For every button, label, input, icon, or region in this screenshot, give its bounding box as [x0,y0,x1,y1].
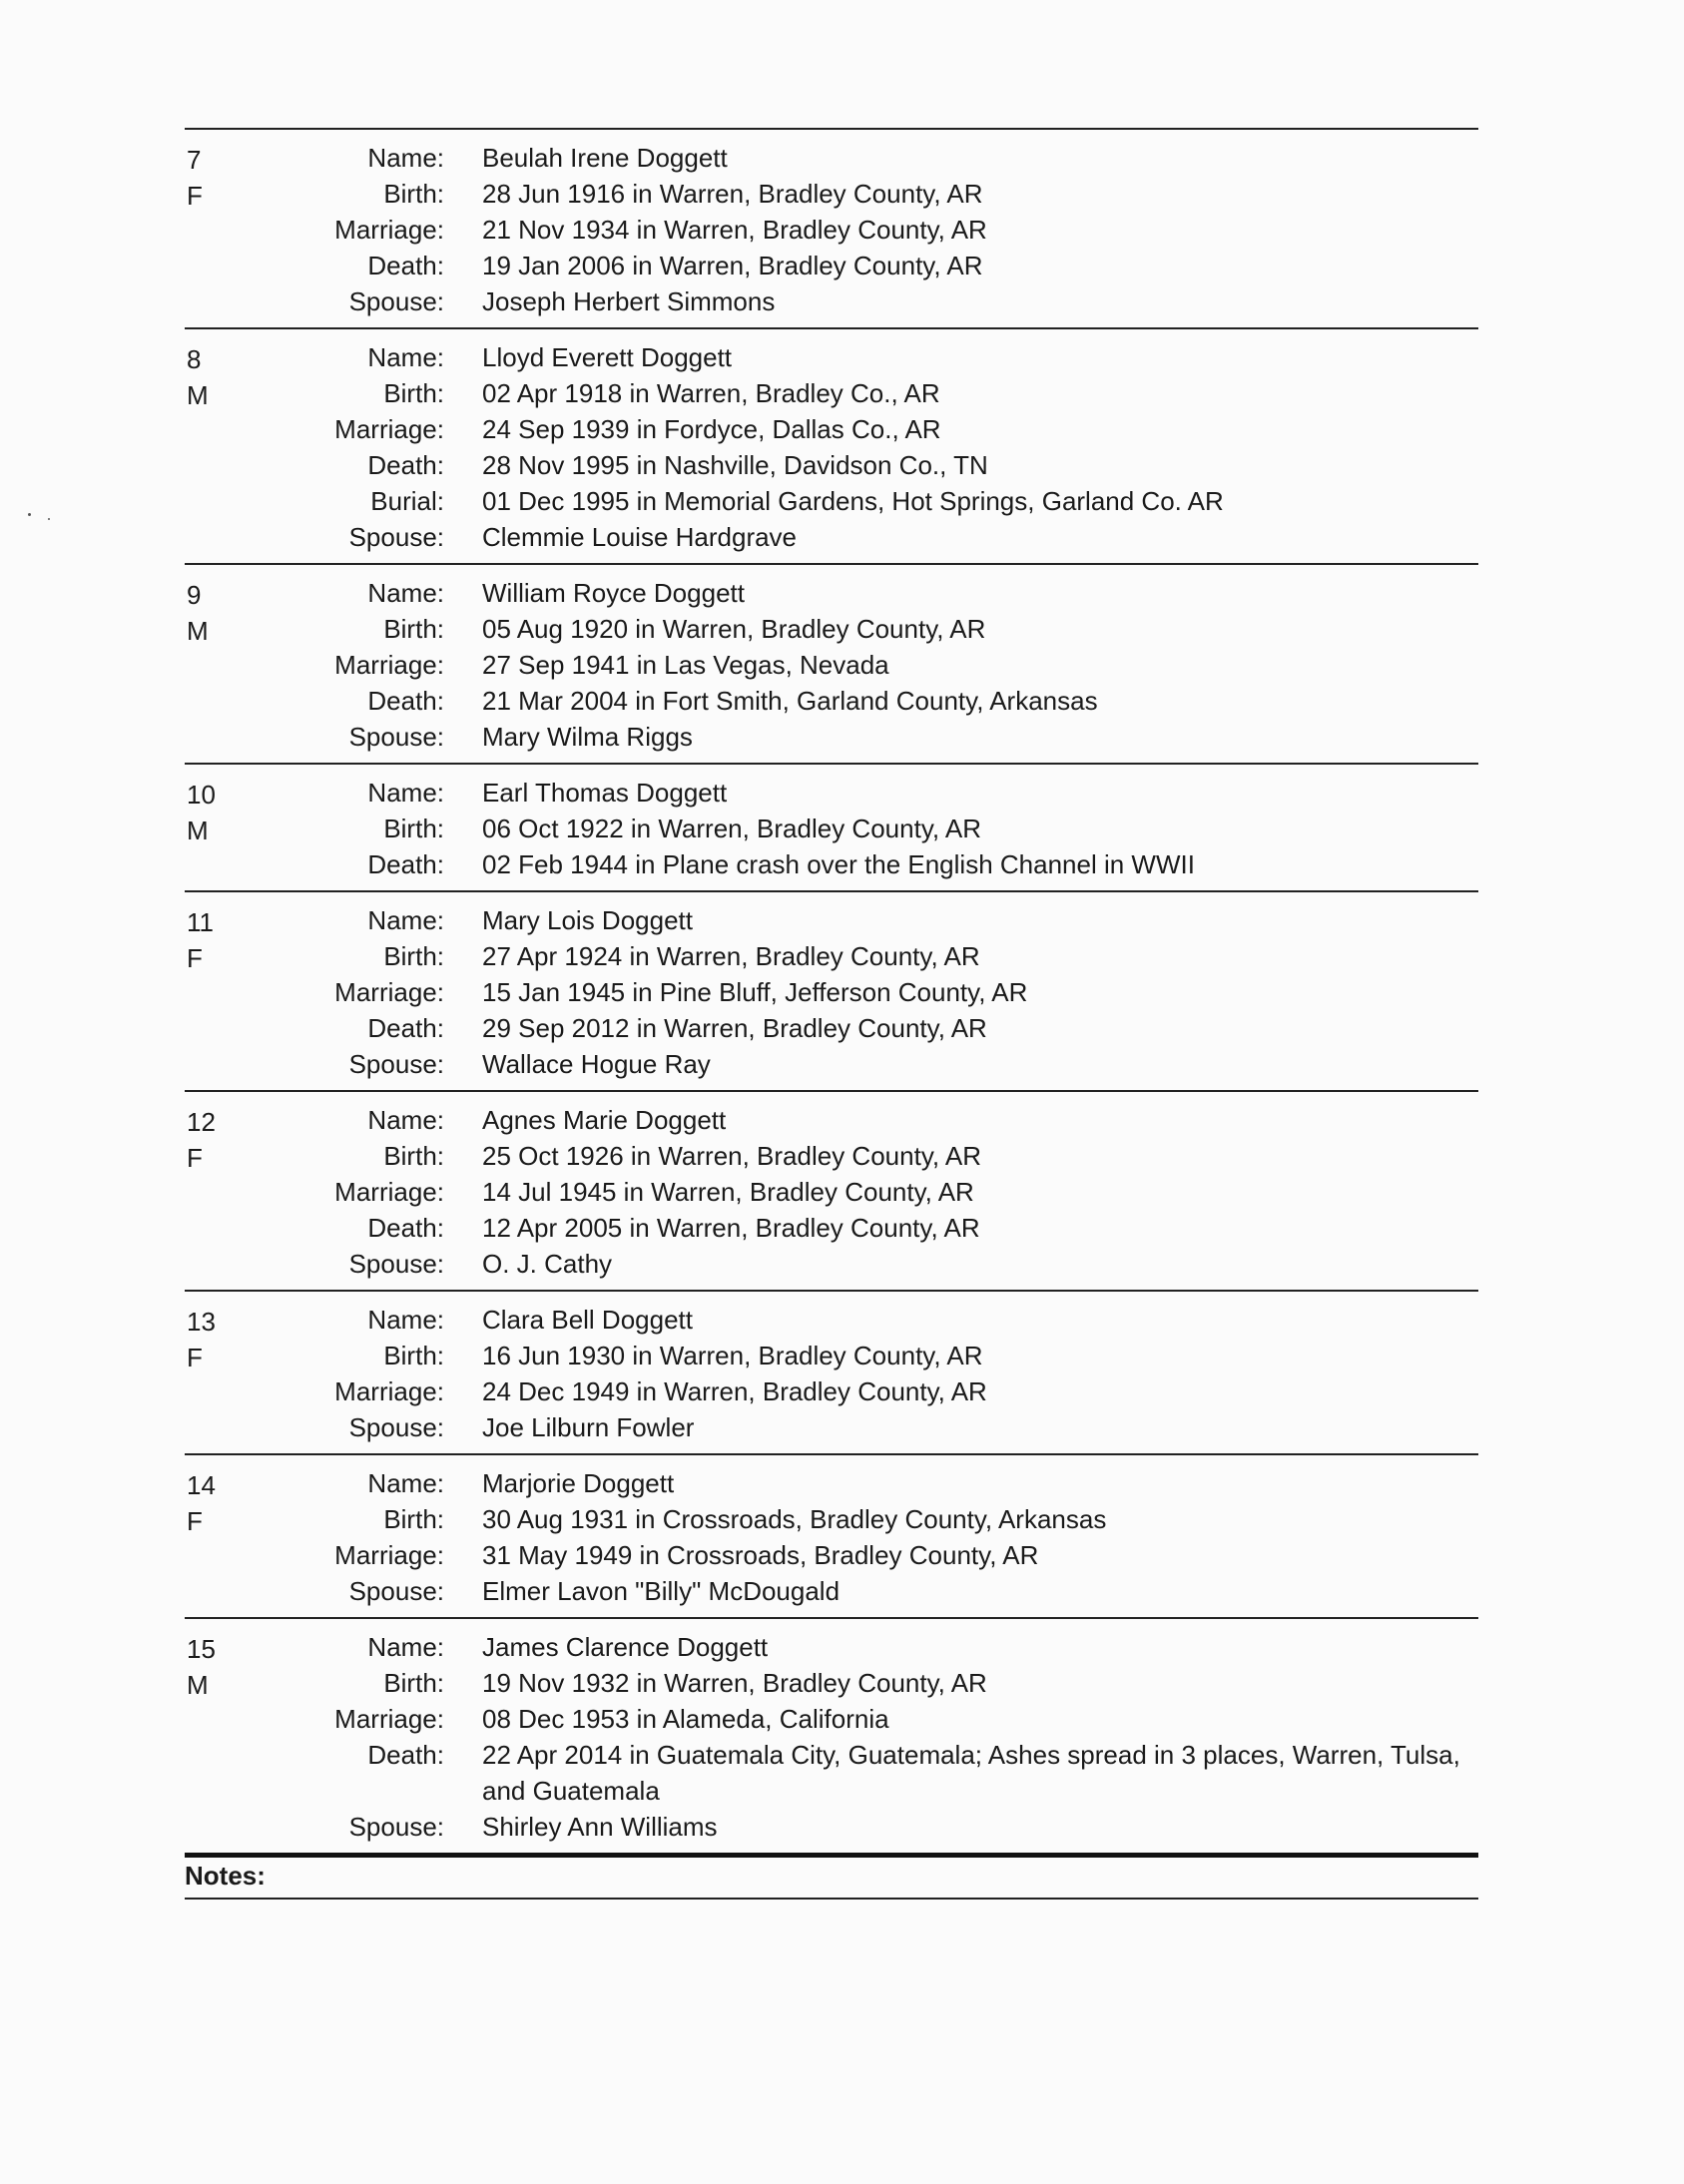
entry-number: 14 [187,1470,216,1500]
field-value: 31 May 1949 in Crossroads, Bradley County, AR [482,1540,1039,1570]
field-label: Spouse: [348,1249,444,1279]
field-label: Birth: [383,614,444,644]
entry-fields [185,775,1478,882]
field-label: Birth: [383,1141,444,1171]
field-row [185,411,1478,447]
field-row [185,1629,1478,1665]
field-value: James Clarence Doggett [482,1632,769,1662]
field-value: Agnes Marie Doggett [482,1105,727,1135]
entry-sex: M [187,380,209,410]
field-label: Birth: [383,378,444,408]
field-label: Spouse: [348,286,444,316]
field-row [185,811,1478,846]
field-label: Spouse: [348,1412,444,1442]
entry-number: 12 [187,1107,216,1137]
scan-speck [48,518,50,520]
field-row [185,248,1478,283]
field-row [185,1537,1478,1573]
field-label: Death: [367,450,444,480]
field-value: 19 Jan 2006 in Warren, Bradley County, AR [482,251,983,280]
entry-id-column [187,1304,247,1375]
entry-sex: F [187,1343,203,1372]
field-label: Name: [367,778,444,808]
field-label: Spouse: [348,1576,444,1606]
field-value: 30 Aug 1931 in Crossroads, Bradley County, Arkansas [482,1504,1107,1534]
field-label: Name: [367,342,444,372]
entry-id-column [187,142,247,214]
entry-id-column [187,341,247,413]
field-value: 21 Nov 1934 in Warren, Bradley County, AR [482,215,987,245]
entry-id-column [187,1631,247,1703]
field-label: Name: [367,1468,444,1498]
field-row [185,575,1478,611]
field-label: Name: [367,1105,444,1135]
field-value: 24 Dec 1949 in Warren, Bradley County, AR [482,1376,987,1406]
field-value: Clara Bell Doggett [482,1305,693,1335]
entry-sex: F [187,943,203,973]
field-value: 14 Jul 1945 in Warren, Bradley County, AR [482,1177,974,1207]
field-value: Joe Lilburn Fowler [482,1412,695,1442]
entry-number: 13 [187,1307,216,1337]
field-label: Death: [367,1013,444,1043]
field-row [185,519,1478,555]
field-value: 01 Dec 1995 in Memorial Gardens, Hot Springs, Garland Co. AR [482,486,1224,516]
field-row [185,1573,1478,1609]
entry-fields [185,339,1478,555]
field-value: 15 Jan 1945 in Pine Bluff, Jefferson County, AR [482,977,1028,1007]
field-label: Marriage: [334,1376,444,1406]
field-label: Name: [367,1305,444,1335]
field-label: Death: [367,849,444,879]
field-value: 02 Feb 1944 in Plane crash over the English Channel in WWII [482,849,1195,879]
field-label: Death: [367,251,444,280]
field-row [185,1409,1478,1445]
field-label: Spouse: [348,722,444,752]
field-row [185,846,1478,882]
field-row [185,212,1478,248]
field-value: 27 Sep 1941 in Las Vegas, Nevada [482,650,889,680]
field-row [185,938,1478,974]
field-label: Burial: [370,486,444,516]
field-value: Joseph Herbert Simmons [482,286,776,316]
person-entry [185,1292,1478,1455]
field-value: Earl Thomas Doggett [482,778,728,808]
person-entry [185,892,1478,1092]
field-row [185,1665,1478,1701]
entry-fields [185,1465,1478,1609]
entry-fields [185,1102,1478,1282]
field-row [185,283,1478,319]
field-value: 12 Apr 2005 in Warren, Bradley County, AR [482,1213,980,1243]
entry-sex: F [187,1506,203,1536]
field-row [185,1246,1478,1282]
person-entry [185,1619,1478,1858]
field-label: Death: [367,1213,444,1243]
field-row [185,1701,1478,1737]
entry-id-column [187,904,247,976]
field-label: Birth: [383,1341,444,1370]
field-label: Birth: [383,1504,444,1534]
field-row [185,1338,1478,1373]
field-row [185,375,1478,411]
field-value: 25 Oct 1926 in Warren, Bradley County, AR [482,1141,982,1171]
family-entries-list [185,128,1478,1858]
field-label: Marriage: [334,1540,444,1570]
entry-sex: M [187,816,209,845]
field-value: 16 Jun 1930 in Warren, Bradley County, AR [482,1341,983,1370]
person-entry [185,130,1478,329]
field-row [185,483,1478,519]
entry-number: 11 [187,907,214,937]
field-row [185,902,1478,938]
field-label: Marriage: [334,215,444,245]
field-value: 06 Oct 1922 in Warren, Bradley County, AR [482,814,982,843]
field-value: 24 Sep 1939 in Fordyce, Dallas Co., AR [482,414,941,444]
field-label: Name: [367,1632,444,1662]
field-value: 28 Jun 1916 in Warren, Bradley County, AR [482,179,983,209]
entry-number: 8 [187,344,202,374]
entry-id-column [187,1104,247,1176]
person-entry [185,565,1478,765]
entry-number: 15 [187,1634,216,1664]
scan-speck [28,513,31,516]
field-label: Marriage: [334,977,444,1007]
field-label: Birth: [383,814,444,843]
field-value: 28 Nov 1995 in Nashville, Davidson Co., TN [482,450,988,480]
field-label: Spouse: [348,1812,444,1842]
entry-number: 10 [187,780,216,810]
field-label: Spouse: [348,522,444,552]
field-row [185,176,1478,212]
field-row [185,775,1478,811]
field-value: O. J. Cathy [482,1249,613,1279]
field-row [185,1373,1478,1409]
notes-section [185,1852,1478,1900]
entry-number: 7 [187,145,202,175]
field-label: Spouse: [348,1049,444,1079]
entry-sex: F [187,181,203,211]
field-value: Mary Lois Doggett [482,905,693,935]
field-row [185,1046,1478,1082]
field-row [185,1102,1478,1138]
field-value: 19 Nov 1932 in Warren, Bradley County, AR [482,1668,987,1698]
field-row [185,1809,1478,1845]
field-value: Shirley Ann Williams [482,1812,718,1842]
field-label: Marriage: [334,1177,444,1207]
field-label: Birth: [383,1668,444,1698]
field-label: Death: [367,1740,444,1770]
entry-fields [185,575,1478,755]
field-row [185,719,1478,755]
person-entry [185,329,1478,565]
person-entry [185,765,1478,892]
field-value: Elmer Lavon "Billy" McDougald [482,1576,841,1606]
field-value: William Royce Doggett [482,578,745,608]
entry-sex: M [187,1670,209,1700]
person-entry [185,1092,1478,1292]
field-value: 22 Apr 2014 in Guatemala City, Guatemala; Ashes spread in 3 places, Warren, Tulsa, and Guatemala [482,1740,1460,1806]
notes-label: Notes: [185,1861,266,1891]
field-row [185,1501,1478,1537]
field-value: 21 Mar 2004 in Fort Smith, Garland County, Arkansas [482,686,1098,716]
field-value: Mary Wilma Riggs [482,722,693,752]
field-value: Beulah Irene Doggett [482,143,728,173]
field-row [185,1302,1478,1338]
field-value: 05 Aug 1920 in Warren, Bradley County, AR [482,614,986,644]
field-row [185,339,1478,375]
entry-fields [185,902,1478,1082]
field-label: Name: [367,578,444,608]
field-row [185,1210,1478,1246]
field-value: Marjorie Doggett [482,1468,675,1498]
field-label: Name: [367,143,444,173]
field-row [185,140,1478,176]
entry-fields [185,1629,1478,1845]
field-value: Clemmie Louise Hardgrave [482,522,798,552]
field-value: Wallace Hogue Ray [482,1049,711,1079]
entry-number: 9 [187,580,202,610]
field-row [185,447,1478,483]
field-label: Marriage: [334,1704,444,1734]
field-value: 08 Dec 1953 in Alameda, California [482,1704,889,1734]
entry-id-column [187,1467,247,1539]
field-row [185,1465,1478,1501]
field-row [185,1138,1478,1174]
field-row [185,1174,1478,1210]
field-value: Lloyd Everett Doggett [482,342,733,372]
field-label: Marriage: [334,650,444,680]
field-row [185,1737,1478,1809]
entry-id-column [187,577,247,649]
entry-fields [185,140,1478,319]
field-label: Marriage: [334,414,444,444]
field-value: 29 Sep 2012 in Warren, Bradley County, AR [482,1013,987,1043]
entry-sex: M [187,616,209,646]
field-label: Birth: [383,179,444,209]
person-entry [185,1455,1478,1619]
field-value: 02 Apr 1918 in Warren, Bradley Co., AR [482,378,940,408]
field-label: Name: [367,905,444,935]
field-row [185,683,1478,719]
field-label: Birth: [383,941,444,971]
field-row [185,647,1478,683]
field-row [185,974,1478,1010]
field-row [185,1010,1478,1046]
entry-fields [185,1302,1478,1445]
field-row [185,611,1478,647]
entry-sex: F [187,1143,203,1173]
field-value: 27 Apr 1924 in Warren, Bradley County, AR [482,941,980,971]
entry-id-column [187,777,247,848]
field-label: Death: [367,686,444,716]
